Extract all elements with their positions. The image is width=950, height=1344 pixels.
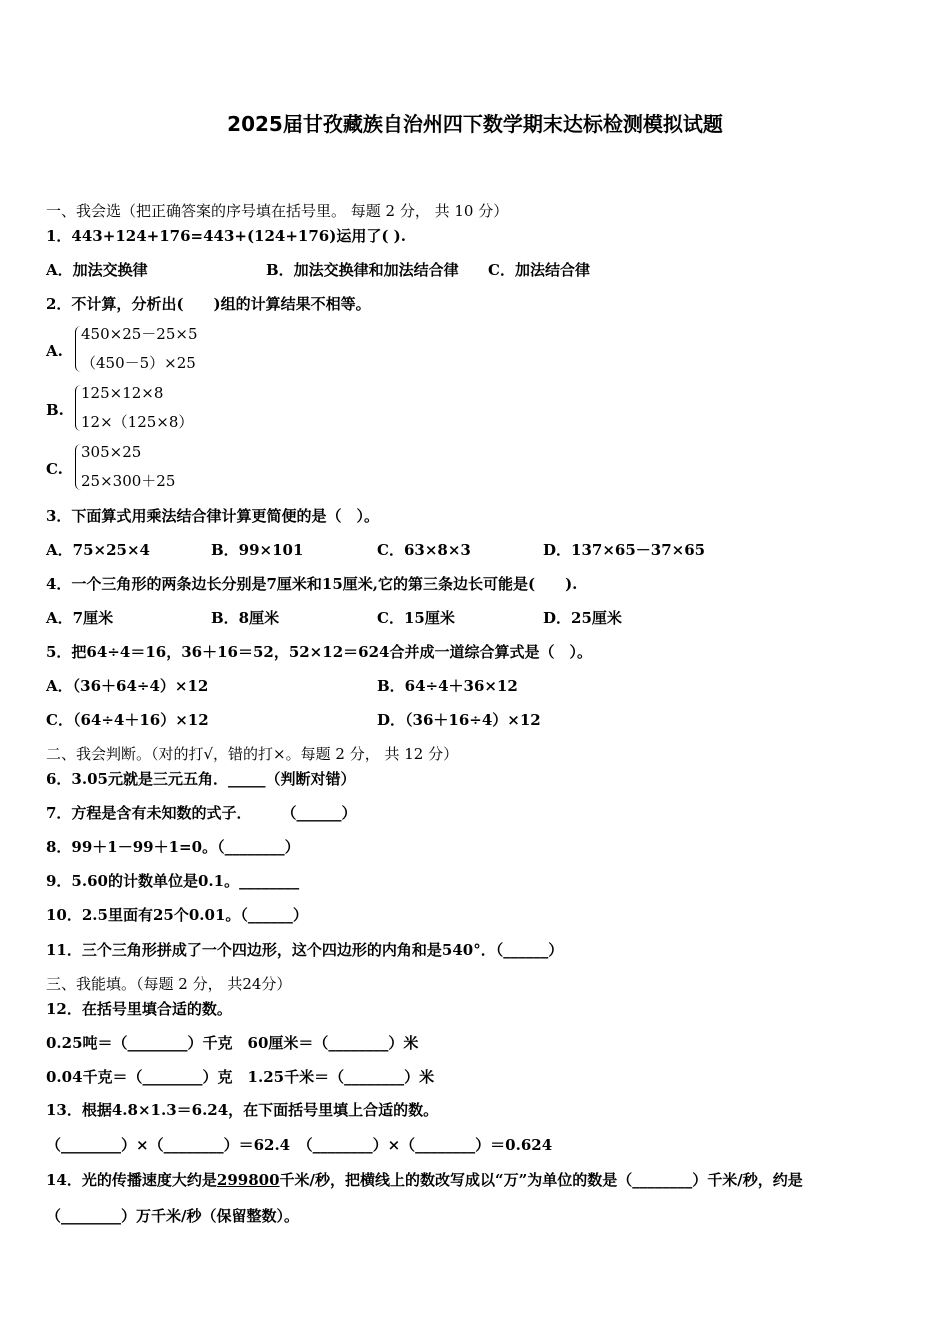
q2-option-c-label: C.: [46, 460, 63, 478]
q14-pre: 14．光的传播速度大约是: [46, 1171, 217, 1189]
page-title: 2025届甘孜藏族自治州四下数学期末达标检测模拟试题: [227, 112, 723, 136]
q1-stem: 1．443+124+176=443+(124+176)运用了( ).: [46, 227, 406, 245]
q2-a-line1: 450×25－25×5: [81, 325, 198, 343]
q5-option-b: B．64÷4＋36×12: [377, 677, 518, 695]
q13-row1: （________）×（________）＝62.4 （________）×（________）＝0.624: [46, 1136, 553, 1154]
q3-option-c: C．63×8×3: [377, 541, 471, 559]
q14-post: 千米/秒，把横线上的数改写成以“万”为单位的数是（________）千米/秒，约是: [279, 1171, 803, 1189]
q2-b-line1: 125×12×8: [81, 384, 164, 402]
q9: 9．5.60的计数单位是0.1。________: [46, 872, 300, 890]
q1-option-a: A．加法交换律: [46, 261, 148, 279]
q13-stem: 13．根据4.8×1.3＝6.24，在下面括号里填上合适的数。: [46, 1101, 439, 1119]
q2-option-a-label: A.: [46, 342, 63, 360]
q1-option-b: B．加法交换律和加法结合律: [266, 261, 459, 279]
q2-b-line2: 12×（125×8）: [81, 413, 194, 431]
q14-line1: [46, 1170, 803, 1190]
q8: 8．99＋1－99＋1=0。（________）: [46, 838, 300, 856]
q7: 7．方程是含有未知数的式子． （______）: [46, 804, 357, 822]
q3-option-b: B．99×101: [211, 541, 304, 559]
q4-option-d: D．25厘米: [543, 609, 622, 627]
q5-option-d: D．（36＋16÷4）×12: [377, 711, 541, 729]
q2-option-b-label: B.: [46, 401, 64, 419]
q12-stem: 12．在括号里填合适的数。: [46, 1000, 232, 1018]
q5-option-a: A．（36＋64÷4）×12: [46, 677, 209, 695]
q2-stem: 2．不计算，分析出( )组的计算结果不相等。: [46, 295, 371, 313]
q14-number: 299800: [216, 1171, 280, 1189]
section-2-heading: 二、我会判断。（对的打√，错的打×。每题 2 分， 共 12 分）: [46, 745, 459, 763]
q5-stem: 5．把64÷4＝16，36＋16＝52，52×12＝624合并成一道综合算式是（ ）。: [46, 643, 592, 661]
q3-option-a: A．75×25×4: [46, 541, 150, 559]
q2-c-line1: 305×25: [81, 443, 142, 461]
q6: 6．3.05元就是三元五角．_____（判断对错）: [46, 770, 356, 788]
section-3-heading: 三、我能填。（每题 2 分， 共24分）: [46, 975, 292, 993]
q4-option-c: C．15厘米: [377, 609, 455, 627]
q12-row2: 0.04千克＝（________）克 1.25千米＝（________）米: [46, 1068, 435, 1086]
q11: 11．三个三角形拼成了一个四边形，这个四边形的内角和是540°．（______）: [46, 941, 564, 959]
q3-option-d: D．137×65－37×65: [543, 541, 706, 559]
q14-line2: （________）万千米/秒（保留整数）。: [46, 1207, 299, 1225]
q2-a-line2: （450－5）×25: [81, 354, 196, 372]
q4-option-a: A．7厘米: [46, 609, 114, 627]
q12-row1: 0.25吨＝（________）千克 60厘米＝（________）米: [46, 1034, 419, 1052]
q4-option-b: B．8厘米: [211, 609, 280, 627]
q10: 10．2.5里面有25个0.01。（______）: [46, 906, 308, 924]
section-1-heading: 一、我会选（把正确答案的序号填在括号里。 每题 2 分， 共 10 分）: [46, 202, 509, 220]
q2-c-line2: 25×300＋25: [81, 472, 176, 490]
q1-option-c: C．加法结合律: [488, 261, 590, 279]
q3-stem: 3．下面算式用乘法结合律计算更简便的是（ ）。: [46, 507, 379, 525]
q4-stem: 4．一个三角形的两条边长分别是7厘米和15厘米,它的第三条边长可能是( ).: [46, 575, 578, 593]
q5-option-c: C．（64÷4＋16）×12: [46, 711, 209, 729]
